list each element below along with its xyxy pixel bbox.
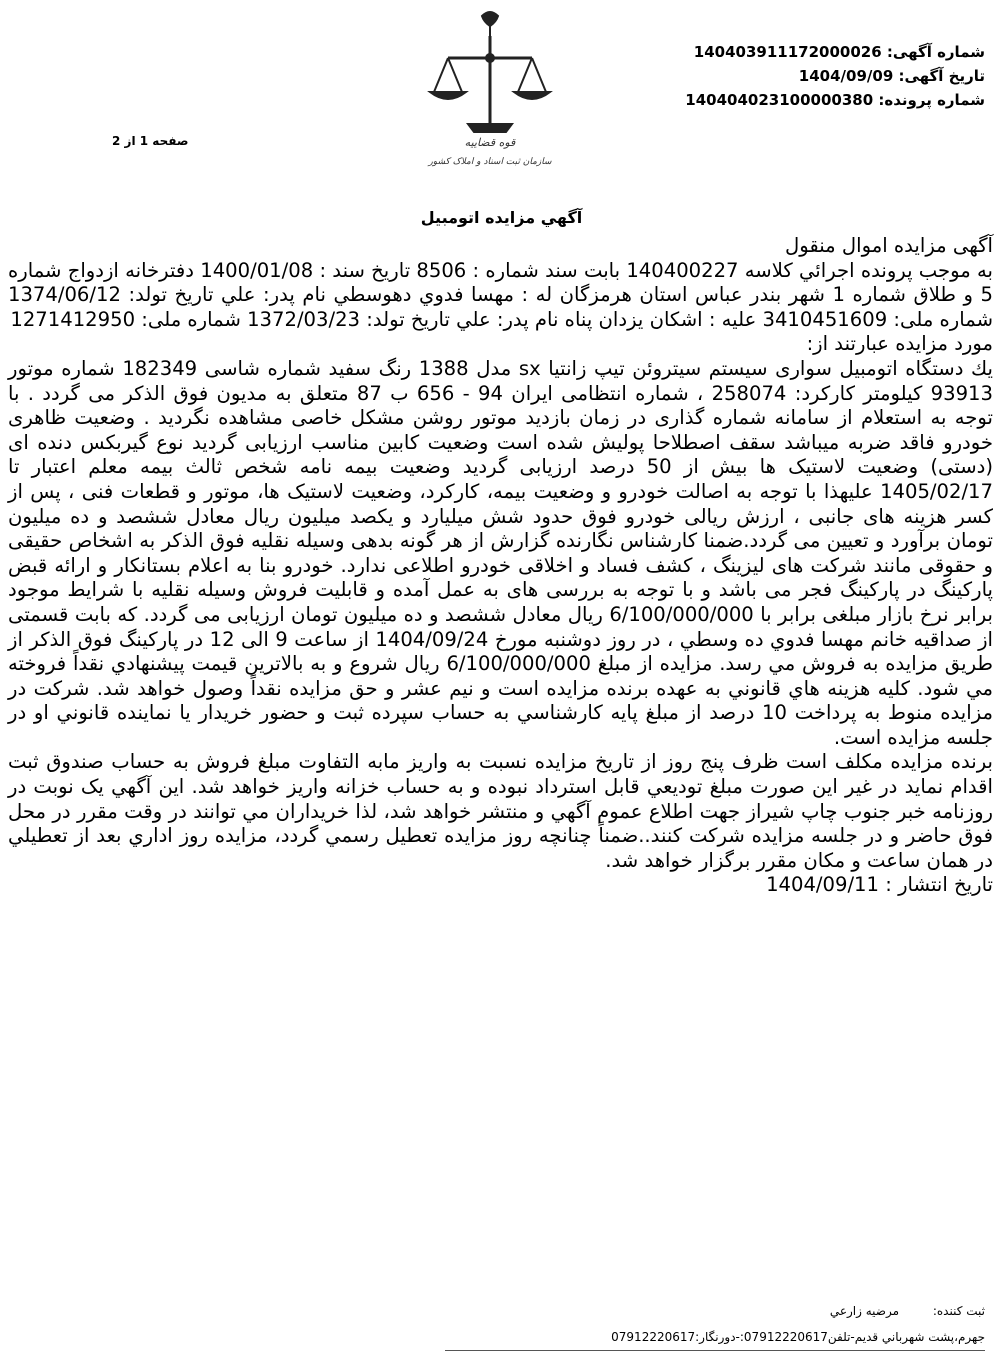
ad-date: 1404/09/09 xyxy=(798,67,894,85)
body-paragraph-parties: به موجب پرونده اجرائي كلاسه 140400227 بابت سند شماره : 8506 تاريخ سند : 1400/01/08 دفترخانه ازدواج شماره 5 و طلاق شماره 1 شهر بندر عباس استان هرمزگان له : مهسا فدوي دهوسطي نام پدر: علي تاريخ تولد: 1374/06/12 شماره ملی: 3410451609 علیه : اشكان يزدان پناه نام پدر: علي تاريخ تولد: 1372/03/23 شماره ملی: 1271412950 xyxy=(8,258,993,331)
emblem-org-line1: قوه قضاییه xyxy=(464,136,516,149)
case-number-row xyxy=(565,88,985,112)
ad-header-info xyxy=(565,40,985,112)
case-number: 140404023100000380 xyxy=(685,91,874,109)
page-number: صفحه 1 از 2 xyxy=(112,134,189,148)
body-paragraph-subject-intro: مورد مزايده عبارتند از: xyxy=(806,332,993,356)
emblem-org-line2: سازمان ثبت اسناد و املاک کشور xyxy=(428,157,552,167)
ad-number-label: شماره آگهی: xyxy=(886,43,985,61)
contact-address: جهرم،پشت شهرباني قديم-تلفن07912220617:-دورنگار:07912220617 xyxy=(611,1330,985,1344)
body-heading: آگهی مزایده اموال منقول xyxy=(785,234,993,257)
ad-date-row xyxy=(565,64,985,88)
registrar-row xyxy=(10,1298,985,1324)
document-title: آگهي مزايده اتومبيل xyxy=(420,208,583,227)
scales-of-justice-icon xyxy=(410,6,570,171)
ad-number: 140403911172000026 xyxy=(693,43,882,61)
registrar-label: ثبت کننده: xyxy=(932,1304,985,1318)
case-number-label: شماره پرونده: xyxy=(878,91,985,109)
body-paragraph-vehicle-description: يك دستگاه اتومبیل سواری سیستم سیتروئن تیپ زانتیا sx مدل 1388 رنگ سفید شماره شاسی 182349 شماره موتور 93913 کیلومتر کارکرد: 258074 ، شماره انتظامی ایران 94 - 656 ب 87 متعلق به مدیون فوق الذکر می گردد . با توجه به استعلام از سامانه شماره گذاری در زمان بازدید موتور روشن مشکل خاصی مشاهده نگردید . وضعیت ظاهری خودرو فاقد ضربه میباشد سقف اصطلاحا پولیش شده است وضعیت کابین مناسب ارزیابی گردید نوع گیربکس دنده ای (دستی) وضعیت لاستیک ها بیش از 50 درصد ارزیابی گردید وضعیت بیمه نامه شخص ثالث بیمه معلم اعتبار تا 1405/02/17 علیهذا با توجه به اصالت خودرو و وضعیت بیمه، کارکرد، وضعیت لاستیک ها، موتور و قطعات فنی ، پس از کسر هزینه های جانبی ، ارزش ریالی خودرو فوق حدود شش میلیارد و یکصد میلیون ریال معادل ششصد و ده میلیون تومان برآورد و تعیین می گردد.ضمنا کارشناس نگارنده گزارش از هر گونه بدهی وسیله نقلیه فوق الذکر به اشخاص حقیقی و حقوقی مانند شرکت های لیزینگ ، کشف فساد و اخلاقی خودرو اطلاعی ندارد. خودرو بنا به اعلام بستانکار و ارائه قبض پارکینگ در پارکینگ فجر می باشد و با توجه به بررسی های به عمل آمده و قابلیت فروش وسیله نقلیه با شرایط موجود برابر نرخ بازار مبلغی برابر با 6/100/000/000 ریال معادل ششصد و ده میلیون تومان ارزیابی می گردد. که بابت قسمتی از صداقیه خانم مهسا فدوي ده وسطي ، در روز دوشنبه مورخ 1404/09/24 از ساعت 9 الی 12 در پاركينگ فوق الذكر از طريق مزايده به فروش مي رسد. مزايده از مبلغ 6/100/000/000 ریال شروع و به بالاترين قيمت پيشنهادي نقداً فروخته مي شود. كليه هزينه هاي قانوني به عهده برنده مزايده است و نيم عشر و حق مزايده نقداً وصول خواهد شد. شركت در مزايده منوط به پرداخت 10 درصد از مبلغ پايه كارشناسي به حساب سپرده ثبت و حضور خريدار يا نماينده قانوني او در جلسه مزايده است. xyxy=(8,356,994,749)
registrar-name: مرضيه زارعي xyxy=(829,1304,900,1318)
document-footer xyxy=(10,1298,985,1350)
judiciary-emblem xyxy=(410,6,570,171)
publish-date: 1404/09/11 xyxy=(766,873,879,897)
ad-date-label: تاریخ آگهی: xyxy=(898,67,985,85)
body-paragraph-winner-terms: برنده مزايده مكلف است ظرف پنج روز از تاريخ مزايده نسبت به واريز مابه التفاوت مبلغ فروش به حساب صندوق ثبت اقدام نمايد در غير اين صورت مبلغ توديعي قابل استرداد نبوده و به حساب خزانه واريز خواهد شد. اين آگهي يک نوبت در روزنامه خبر جنوب چاپ شیراز جهت اطلاع عموم آگهي و منتشر خواهد شد، لذا خريداران مي توانند در وقت مقرر در محل فوق حاضر و در جلسه مزايده شركت كنند..ضمناً چنانچه روز مزايده تعطيل رسمي گردد، مزايده روز اداري بعد از تعطيلي در همان ساعت و مكان مقرر برگزار خواهد شد. xyxy=(8,750,993,872)
publish-date-label: تاریخ انتشار : xyxy=(885,873,993,897)
ad-number-row xyxy=(565,40,985,64)
publish-date-row xyxy=(8,873,993,898)
document-body xyxy=(8,234,993,898)
